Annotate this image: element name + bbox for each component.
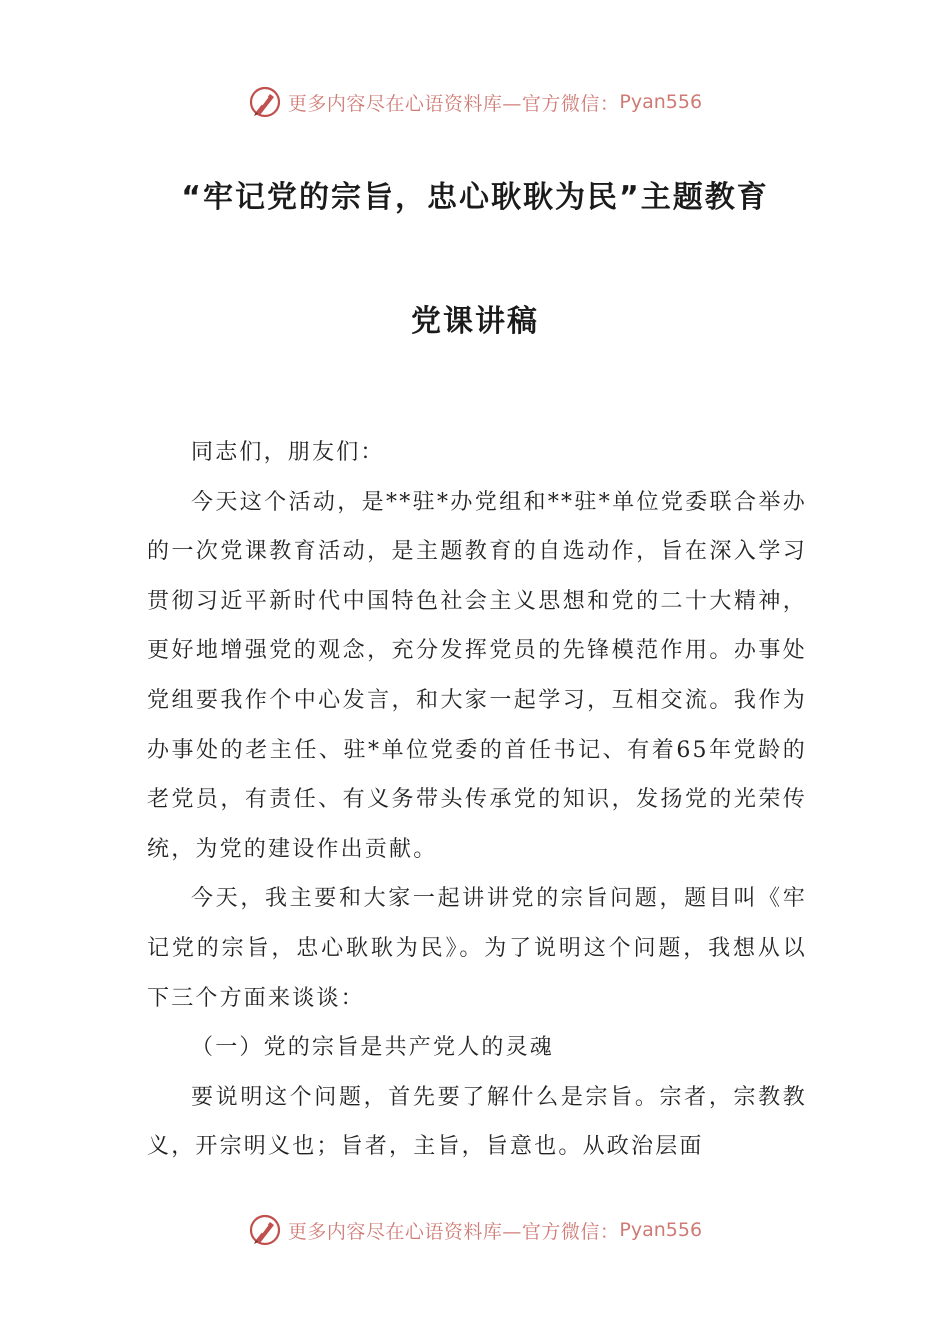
banner-text: 更多内容尽在心语资料库—官方微信： bbox=[287, 1220, 620, 1243]
section-heading-1: （一）党的宗旨是共产党人的灵魂 bbox=[191, 1035, 555, 1061]
footer-banner bbox=[0, 1210, 950, 1250]
pen-logo-icon bbox=[248, 85, 282, 119]
banner-text: 更多内容尽在心语资料库—官方微信： bbox=[287, 92, 620, 115]
paragraph-section-1: 要说明这个问题，首先要了解什么是宗旨。宗者，宗教教义，开宗明义也；旨者，主旨，旨意也。从政治层面 bbox=[147, 1084, 807, 1160]
paragraph-greeting: 同志们，朋友们： bbox=[191, 440, 385, 465]
document-body bbox=[147, 428, 807, 1172]
page-title-line1: “牢记党的宗旨，忠心耿耿为民”主题教育 bbox=[181, 180, 769, 215]
header-banner bbox=[0, 82, 950, 122]
page-title-line2: 党课讲稿 bbox=[411, 304, 539, 339]
paragraph-intro: 今天这个活动，是**驻*办党组和**驻*单位党委联合举办的一次党课教育活动，是主题教育的自选动作，旨在深入学习贯彻习近平新时代中国特色社会主义思想和党的二十大精神，更好地增强党的观念，充分发挥党员的先锋模范作用。办事处党组要我作个中心发言，和大家一起学习，互相交流。我作为办事处的老主任、驻*单位党委的首任书记、有着65年党龄的老党员，有责任、有义务带头传承党的知识，发扬党的光荣传统，为党的建设作出贡献。 bbox=[147, 489, 807, 862]
paragraph-topic: 今天，我主要和大家一起讲讲党的宗旨问题，题目叫《牢记党的宗旨，忠心耿耿为民》。为了说明这个问题，我想从以下三个方面来谈谈： bbox=[147, 886, 807, 1011]
pen-logo-icon bbox=[248, 1213, 282, 1247]
wechat-id: Pyan556 bbox=[619, 91, 703, 113]
wechat-id: Pyan556 bbox=[619, 1219, 703, 1241]
